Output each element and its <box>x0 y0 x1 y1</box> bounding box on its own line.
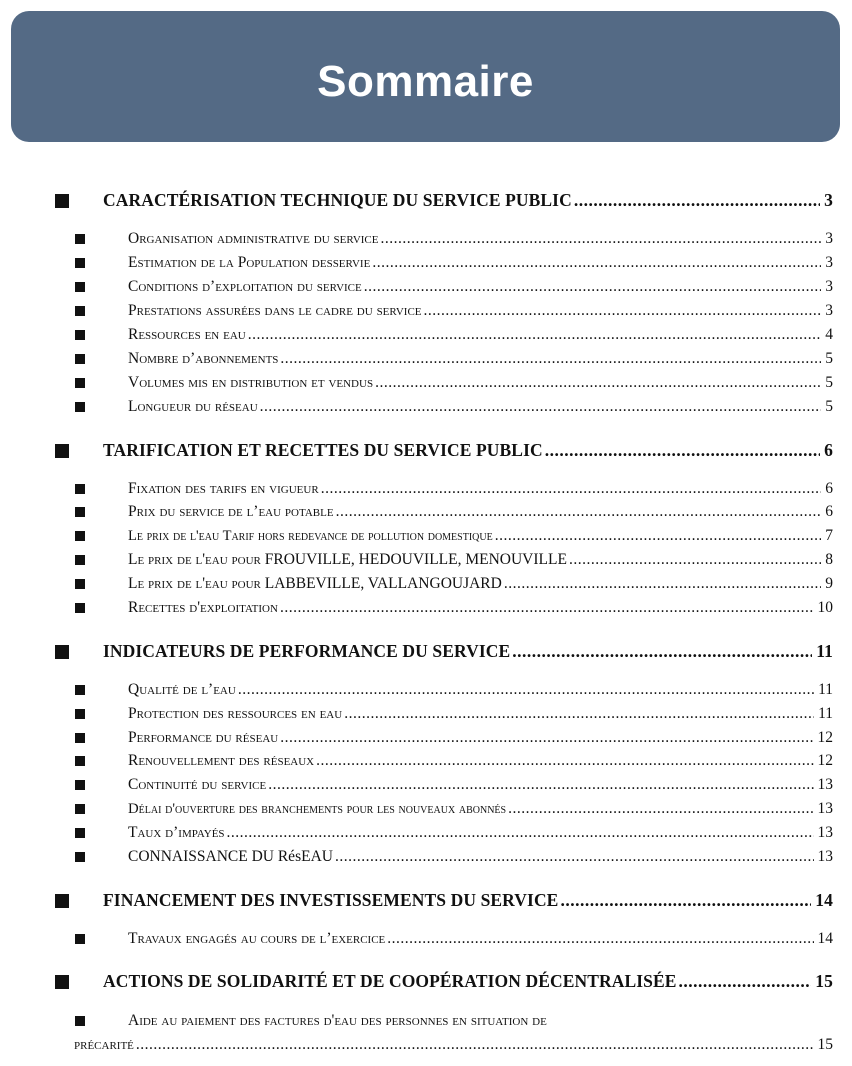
page-number: 12 <box>817 752 833 769</box>
toc-item[interactable] <box>75 752 833 770</box>
square-bullet-icon <box>55 975 69 989</box>
dot-leader <box>238 681 814 699</box>
dot-leader <box>545 440 820 461</box>
toc-item[interactable] <box>75 681 833 699</box>
toc-item[interactable] <box>75 599 833 617</box>
toc-item[interactable] <box>75 302 833 320</box>
item-title: Prix du service de l’eau potable <box>128 503 334 520</box>
dot-leader <box>424 302 822 320</box>
item-title: CONNAISSANCE DU RésEAU <box>128 848 333 865</box>
square-bullet-icon <box>75 258 85 268</box>
dot-leader <box>381 230 822 248</box>
item-title: Volumes mis en distribution et vendus <box>128 374 374 391</box>
toc-item[interactable] <box>75 824 833 842</box>
toc-item[interactable] <box>75 326 833 344</box>
toc-item[interactable] <box>75 776 833 794</box>
toc-section-2[interactable] <box>55 440 833 461</box>
page-number: 15 <box>817 1036 833 1053</box>
square-bullet-icon <box>75 852 85 862</box>
square-bullet-icon <box>55 444 69 458</box>
dot-leader <box>344 705 814 723</box>
item-title: Le prix de l'eau pour LABBEVILLE, VALLANGOUJARD <box>128 575 502 592</box>
item-title: Le prix de l'eau Tarif hors redevance de pollution domestique <box>128 528 493 544</box>
toc-section-5[interactable] <box>55 971 833 992</box>
square-bullet-icon <box>75 402 85 412</box>
item-title: Délai d'ouverture des branchements pour les nouveaux abonnés <box>128 801 507 817</box>
dot-leader <box>260 398 822 416</box>
toc-item[interactable] <box>75 398 833 416</box>
toc-section-3[interactable] <box>55 641 833 662</box>
toc-item[interactable] <box>75 230 833 248</box>
page-number: 13 <box>817 776 833 793</box>
square-bullet-icon <box>75 828 85 838</box>
dot-leader <box>504 575 821 593</box>
toc-section-4[interactable] <box>55 890 833 911</box>
toc-item[interactable] <box>75 374 833 392</box>
page-number: 3 <box>825 230 833 247</box>
dot-leader <box>268 776 813 794</box>
dot-leader <box>336 503 822 521</box>
page-number: 12 <box>817 729 833 746</box>
dot-leader <box>280 350 821 368</box>
page-number: 8 <box>825 551 833 568</box>
dot-leader <box>316 752 813 770</box>
page-number: 5 <box>825 350 833 367</box>
square-bullet-icon <box>75 330 85 340</box>
square-bullet-icon <box>75 603 85 613</box>
page-number: 5 <box>825 398 833 415</box>
square-bullet-icon <box>75 780 85 790</box>
toc-item[interactable] <box>75 527 833 545</box>
square-bullet-icon <box>75 685 85 695</box>
page-number: 14 <box>817 930 833 947</box>
square-bullet-icon <box>75 733 85 743</box>
page-number: 5 <box>825 374 833 391</box>
section-title: FINANCEMENT DES INVESTISSEMENTS DU SERVICE <box>103 890 559 910</box>
square-bullet-icon <box>75 354 85 364</box>
square-bullet-icon <box>75 531 85 541</box>
page-number: 13 <box>817 800 833 817</box>
page-number: 13 <box>817 848 833 865</box>
page-number: 15 <box>815 971 833 991</box>
toc-item[interactable] <box>75 350 833 368</box>
dot-leader <box>227 824 814 842</box>
dot-leader <box>387 930 813 948</box>
square-bullet-icon <box>75 804 85 814</box>
section-title: CARACTÉRISATION TECHNIQUE DU SERVICE PUBLIC <box>103 190 572 210</box>
item-title: Ressources en eau <box>128 326 246 343</box>
item-title: Prestations assurées dans le cadre du service <box>128 302 422 319</box>
page-number: 9 <box>825 575 833 592</box>
toc-item[interactable] <box>75 729 833 747</box>
page-number: 3 <box>825 302 833 319</box>
item-title: Renouvellement des réseaux <box>128 752 315 769</box>
page-number: 6 <box>825 480 833 497</box>
toc-item[interactable] <box>75 575 833 593</box>
dot-leader <box>248 326 822 344</box>
square-bullet-icon <box>75 756 85 766</box>
dot-leader <box>375 374 821 392</box>
page-number: 11 <box>818 681 833 698</box>
page-number: 11 <box>816 641 833 661</box>
square-bullet-icon <box>75 507 85 517</box>
toc-item-line2[interactable] <box>74 1036 833 1054</box>
page-number: 10 <box>817 599 833 616</box>
page-number: 6 <box>825 503 833 520</box>
toc-item[interactable] <box>75 930 833 948</box>
page-number: 3 <box>825 278 833 295</box>
toc-item-line1[interactable] <box>75 1012 833 1030</box>
dot-leader <box>321 480 822 498</box>
item-title: Nombre d’abonnements <box>128 350 279 367</box>
item-title: Continuité du service <box>128 776 267 793</box>
item-title: Fixation des tarifs en vigueur <box>128 480 319 497</box>
page-number: 3 <box>825 254 833 271</box>
dot-leader <box>372 254 821 272</box>
square-bullet-icon <box>75 1016 85 1026</box>
square-bullet-icon <box>75 555 85 565</box>
dot-leader <box>574 190 820 211</box>
item-title: Longueur du réseau <box>128 398 258 415</box>
item-title: Conditions d’exploitation du service <box>128 278 362 295</box>
dot-leader <box>569 551 821 569</box>
dot-leader <box>136 1036 814 1054</box>
page-number: 11 <box>818 705 833 722</box>
item-title: Recettes d'exploitation <box>128 599 278 616</box>
square-bullet-icon <box>75 306 85 316</box>
item-title: Le prix de l'eau pour FROUVILLE, HEDOUVILLE, MENOUVILLE <box>128 551 567 568</box>
dot-leader <box>560 890 811 911</box>
item-title: Estimation de la Population desservie <box>128 254 371 271</box>
page-title: Sommaire <box>317 56 534 106</box>
dot-leader <box>280 729 813 747</box>
square-bullet-icon <box>75 484 85 494</box>
item-title: Organisation administrative du service <box>128 230 379 247</box>
page-number: 3 <box>824 190 833 210</box>
square-bullet-icon <box>75 934 85 944</box>
square-bullet-icon <box>55 894 69 908</box>
item-title-line2: précarité <box>74 1036 134 1053</box>
dot-leader <box>512 641 812 662</box>
section-title: INDICATEURS DE PERFORMANCE DU SERVICE <box>103 641 511 661</box>
page-number: 14 <box>815 890 833 910</box>
toc-item[interactable] <box>75 278 833 296</box>
page-number: 4 <box>825 326 833 343</box>
section-title: TARIFICATION ET RECETTES DU SERVICE PUBLIC <box>103 440 543 460</box>
toc-item[interactable] <box>75 800 833 818</box>
dot-leader <box>679 971 812 992</box>
square-bullet-icon <box>75 282 85 292</box>
toc-item[interactable] <box>75 503 833 521</box>
dot-leader <box>364 278 822 296</box>
dot-leader <box>495 527 822 545</box>
item-title: Travaux engagés au cours de l’exercice <box>128 930 386 947</box>
page-number: 13 <box>817 824 833 841</box>
dot-leader <box>508 800 813 818</box>
section-title: ACTIONS DE SOLIDARITÉ ET DE COOPÉRATION DÉCENTRALISÉE <box>103 971 677 991</box>
square-bullet-icon <box>75 709 85 719</box>
toc-item[interactable] <box>75 254 833 272</box>
item-title: Protection des ressources en eau <box>128 705 343 722</box>
square-bullet-icon <box>55 645 69 659</box>
square-bullet-icon <box>55 194 69 208</box>
toc-item[interactable] <box>75 480 833 498</box>
toc-item[interactable] <box>75 551 833 569</box>
page-number: 6 <box>824 440 833 460</box>
square-bullet-icon <box>75 579 85 589</box>
item-title: Taux d’impayés <box>128 824 225 841</box>
item-title-line1: Aide au paiement des factures d'eau des personnes en situation de <box>128 1012 547 1029</box>
item-title: Performance du réseau <box>128 729 279 746</box>
dot-leader <box>335 848 814 866</box>
toc-section-1[interactable] <box>55 190 833 211</box>
square-bullet-icon <box>75 234 85 244</box>
square-bullet-icon <box>75 378 85 388</box>
page-number: 7 <box>825 527 833 544</box>
item-title: Qualité de l’eau <box>128 681 236 698</box>
toc-item[interactable] <box>75 848 833 866</box>
toc-item[interactable] <box>75 705 833 723</box>
dot-leader <box>280 599 814 617</box>
